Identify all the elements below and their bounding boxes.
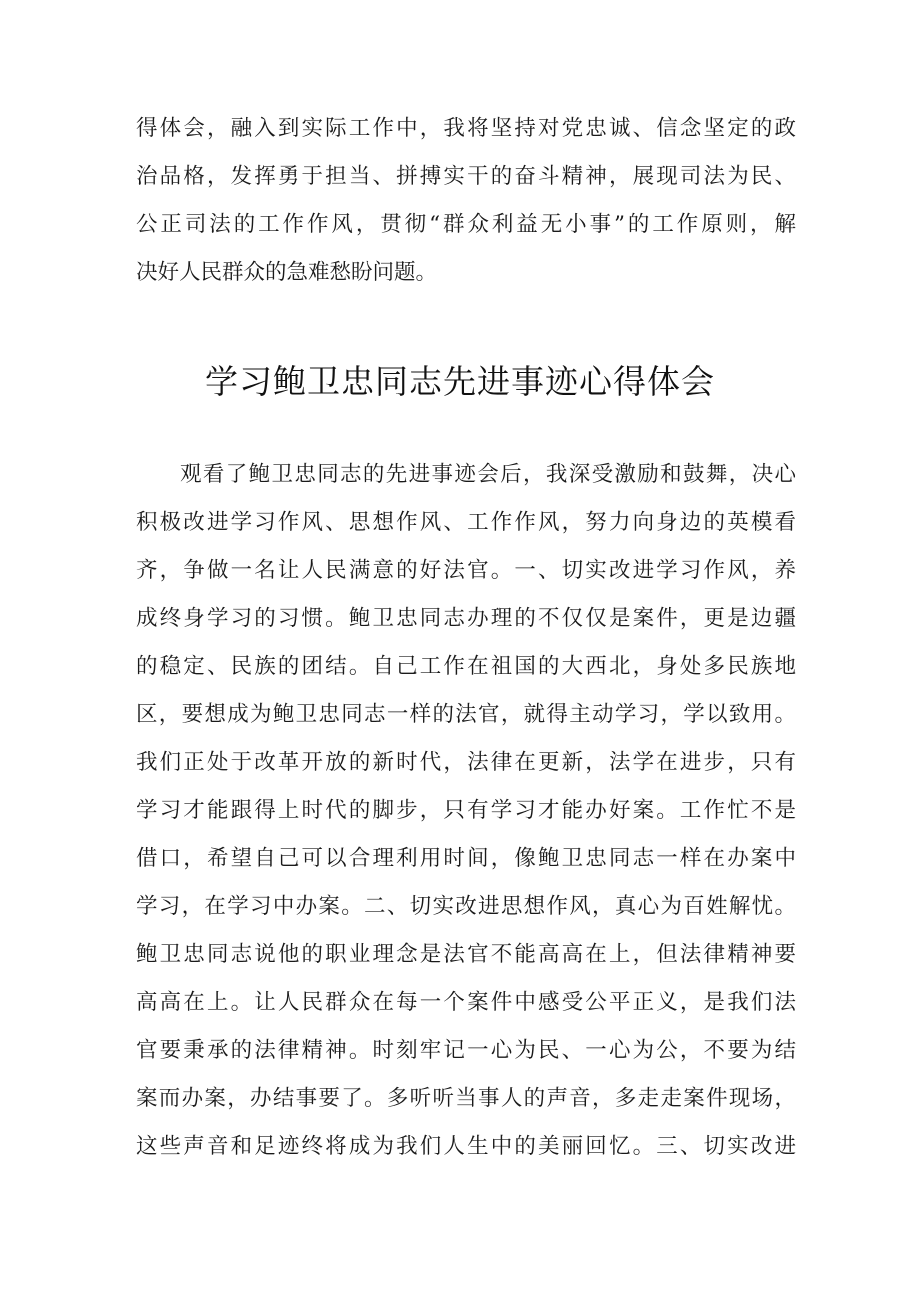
- intro-line-3: 公正司法的工作作风，贯彻“群众利益无小事”的工作原则，解: [136, 212, 796, 237]
- intro-line-2: 治品格，发挥勇于担当、拼搏实干的奋斗精神，展现司法为民、: [136, 164, 796, 189]
- document-title: 学习鲍卫忠同志先进事迹心得体会: [205, 362, 715, 401]
- body-line-14: 案而办案，办结事要了。多听听当事人的声音，多走走案件现场，: [136, 1086, 796, 1111]
- body-line-2: 积极改进学习作风、思想作风、工作作风，努力向身边的英模看: [136, 510, 796, 535]
- body-line-7: 我们正处于改革开放的新时代，法律在更新，法学在进步，只有: [136, 750, 796, 775]
- body-line-5: 的稳定、民族的团结。自己工作在祖国的大西北，身处多民族地: [136, 654, 796, 679]
- body-line-1: 观看了鲍卫忠同志的先进事迹会后，我深受激励和鼓舞，决心: [180, 462, 796, 487]
- body-line-15: 这些声音和足迹终将成为我们人生中的美丽回忆。三、切实改进: [136, 1134, 796, 1159]
- body-line-9: 借口，希望自己可以合理利用时间，像鲍卫忠同志一样在办案中: [136, 846, 796, 871]
- body-line-10: 学习，在学习中办案。二、切实改进思想作风，真心为百姓解忧。: [136, 894, 796, 919]
- body-line-8: 学习才能跟得上时代的脚步，只有学习才能办好案。工作忙不是: [136, 798, 796, 823]
- body-line-13: 官要秉承的法律精神。时刻牢记一心为民、一心为公，不要为结: [136, 1038, 796, 1063]
- intro-line-4: 决好人民群众的急难愁盼问题。: [136, 260, 438, 285]
- body-line-6: 区，要想成为鲍卫忠同志一样的法官，就得主动学习，学以致用。: [136, 702, 796, 727]
- body-line-4: 成终身学习的习惯。鲍卫忠同志办理的不仅仅是案件，更是边疆: [136, 606, 796, 631]
- body-line-12: 高高在上。让人民群众在每一个案件中感受公平正义，是我们法: [136, 990, 796, 1015]
- body-line-11: 鲍卫忠同志说他的职业理念是法官不能高高在上，但法律精神要: [136, 942, 796, 967]
- intro-line-1: 得体会，融入到实际工作中，我将坚持对党忠诚、信念坚定的政: [136, 116, 796, 141]
- body-line-3: 齐，争做一名让人民满意的好法官。一、切实改进学习作风，养: [136, 558, 796, 583]
